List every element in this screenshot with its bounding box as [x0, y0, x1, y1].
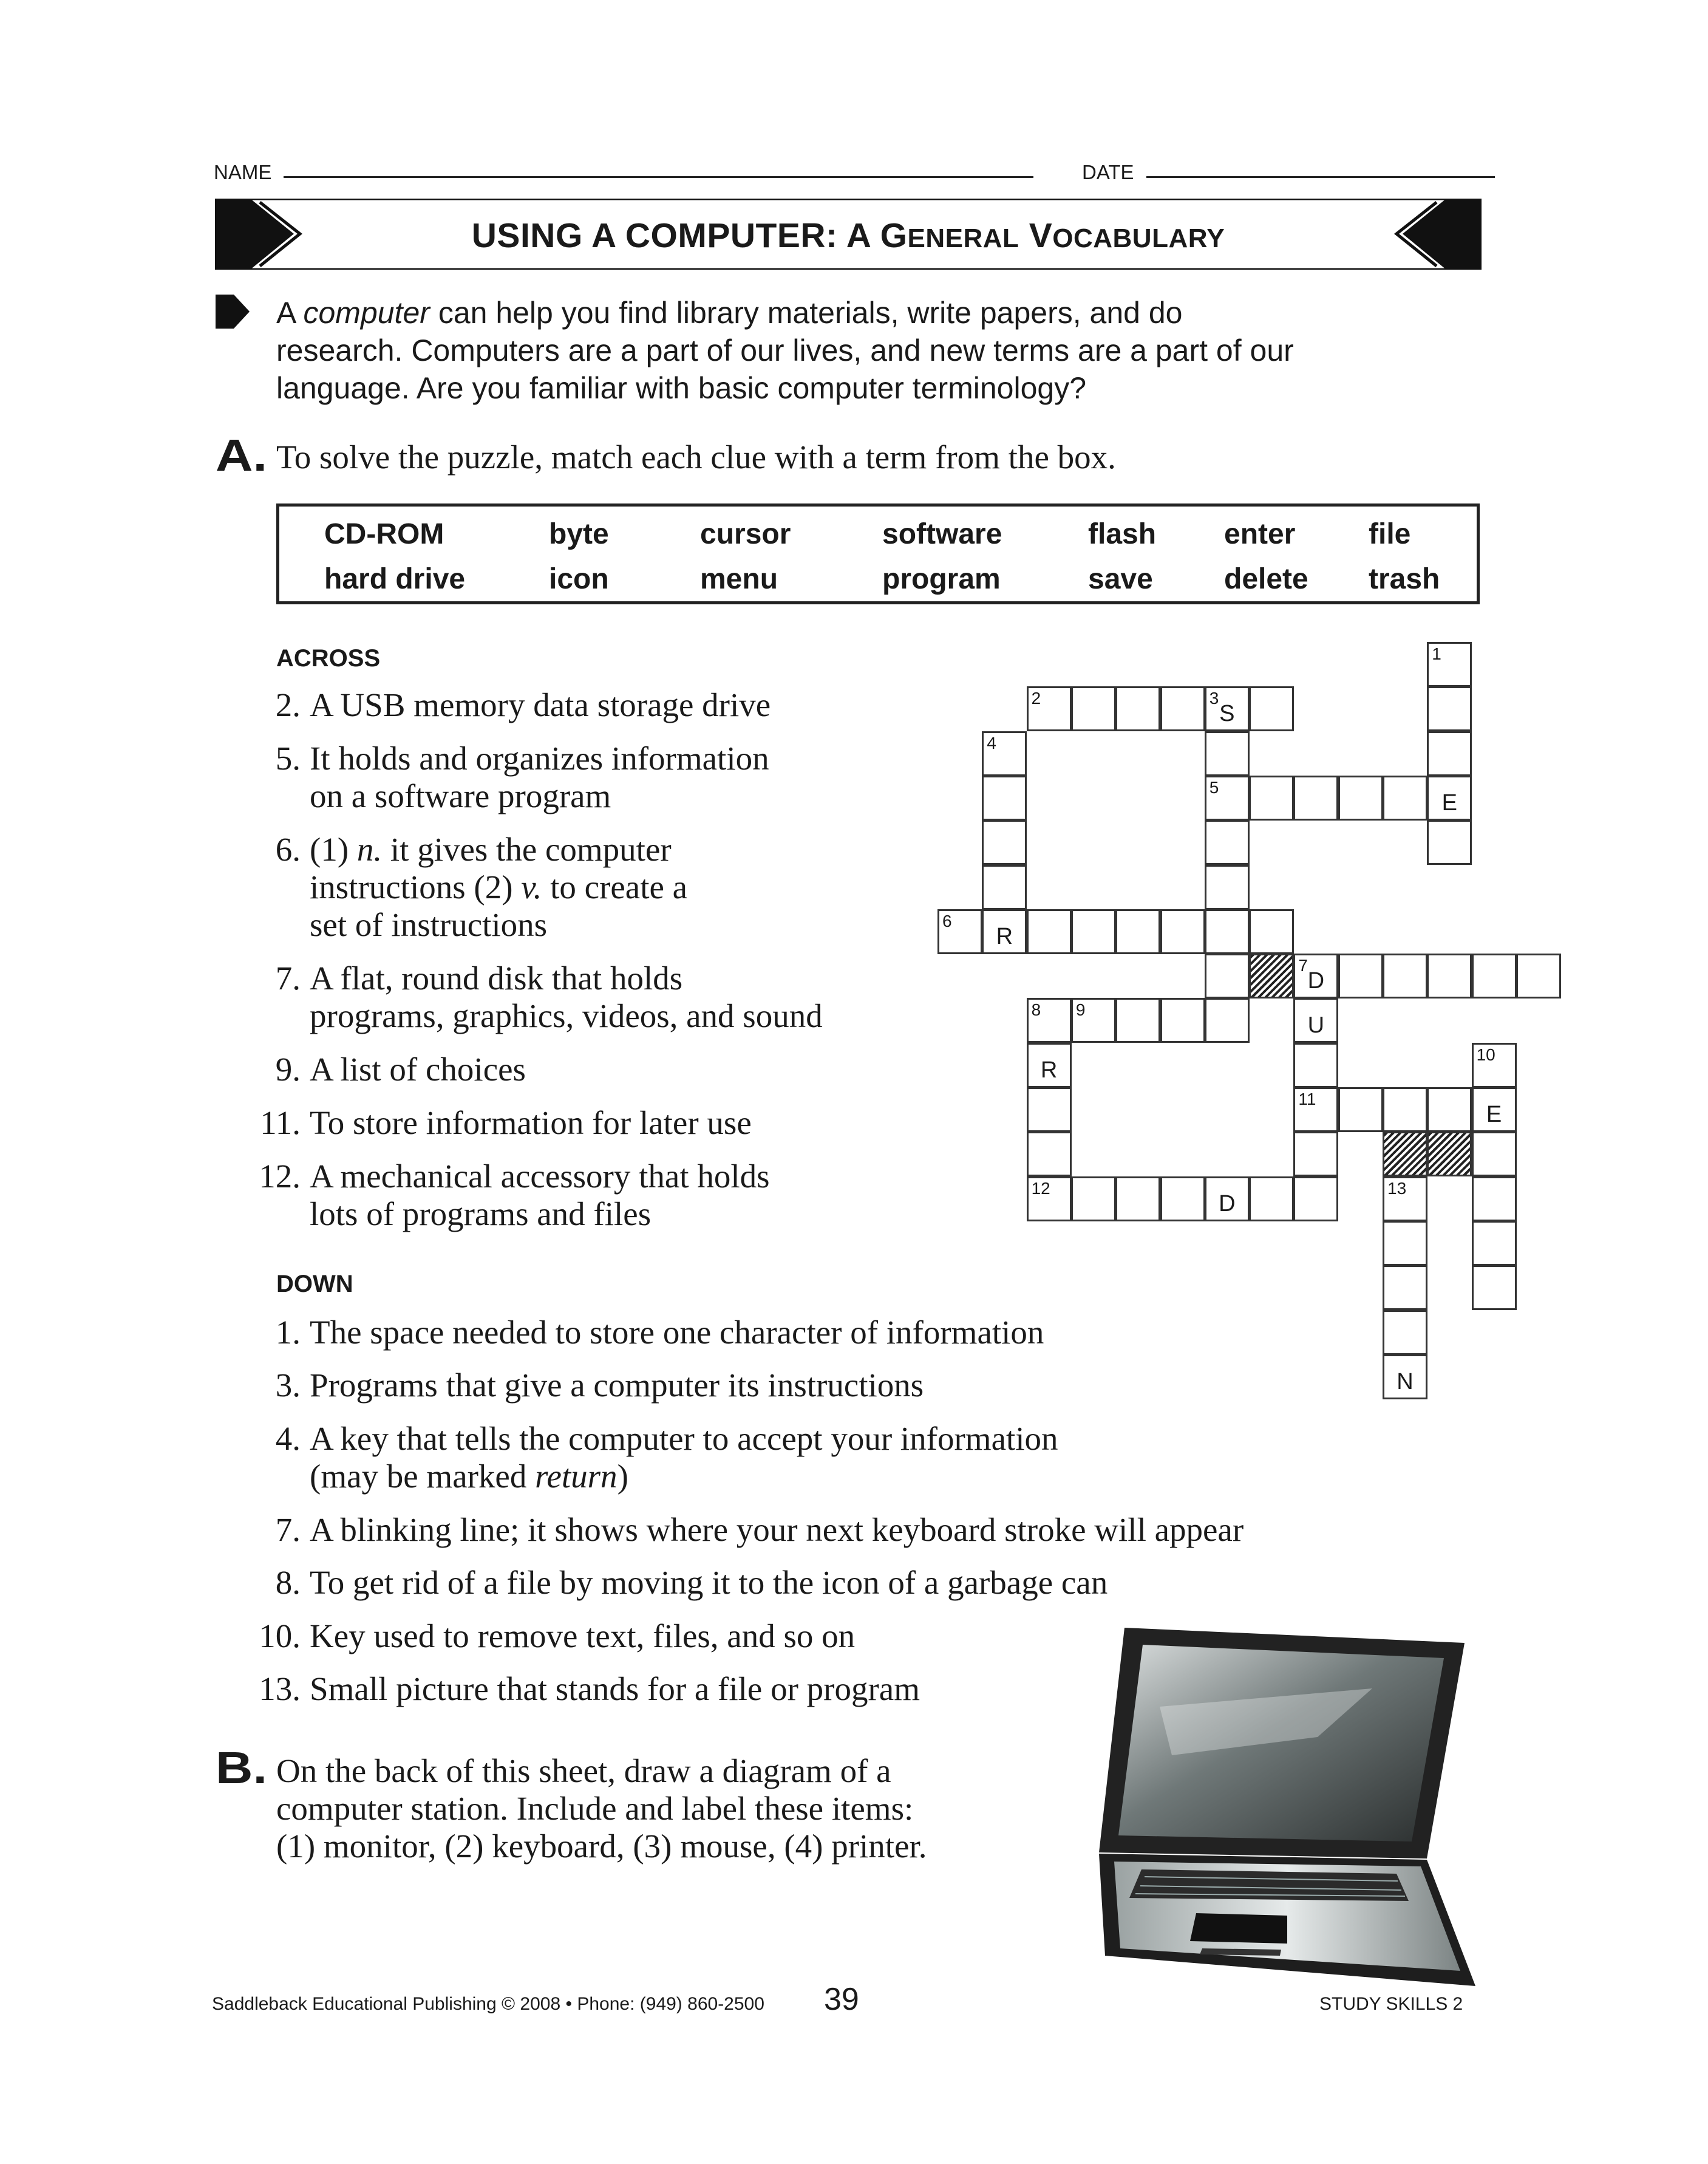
intro-paragraph: A computer can help you find library materials, write papers, and do research. Computers are a part of our lives, and new terms are a part of our language. Are you familiar with basic computer terminology?	[276, 296, 1294, 405]
name-label: NAME	[214, 161, 272, 183]
crossword-cell[interactable]	[1383, 954, 1427, 998]
crossword-cell[interactable]	[1205, 909, 1250, 954]
page-title: USING A COMPUTER: A GENERAL VOCABULARY	[471, 216, 1225, 255]
word-item: cursor	[700, 518, 791, 550]
cell-letter: E	[1486, 1102, 1502, 1127]
shaded-cell	[1427, 1131, 1472, 1176]
word-box	[276, 503, 1480, 604]
crossword-cell[interactable]	[1027, 1131, 1072, 1176]
crossword-cell[interactable]	[1293, 1131, 1338, 1176]
crossword-cell[interactable]	[1383, 1221, 1427, 1266]
crossword-cell[interactable]	[1293, 954, 1338, 998]
crossword-cell[interactable]	[1427, 731, 1472, 776]
cell-letter: U	[1307, 1012, 1325, 1039]
crossword-cell[interactable]	[1115, 909, 1160, 954]
crossword-cell[interactable]	[1205, 865, 1250, 910]
crossword-cell[interactable]	[1383, 776, 1427, 821]
crossword-cell[interactable]	[1427, 776, 1472, 821]
crossword-cell[interactable]	[1071, 909, 1116, 954]
crossword-cell[interactable]	[1205, 820, 1250, 865]
crossword-cell[interactable]	[1249, 1176, 1294, 1221]
across-heading: ACROSS	[276, 645, 381, 672]
crossword-cell[interactable]	[1071, 686, 1116, 731]
date-label: DATE	[1082, 161, 1134, 183]
crossword-cell[interactable]	[1293, 1043, 1338, 1088]
crossword-cell[interactable]	[1472, 954, 1517, 998]
crossword-cell[interactable]	[1427, 1087, 1472, 1132]
word-item: program	[882, 563, 1001, 595]
crossword-cell[interactable]	[1383, 1265, 1427, 1310]
cell-number: 1	[1432, 644, 1441, 663]
down-heading: DOWN	[276, 1271, 353, 1297]
page-number: 39	[824, 1982, 859, 2017]
crossword-cell[interactable]	[1383, 1310, 1427, 1355]
section-b-letter: B.	[216, 1742, 268, 1793]
crossword-cell[interactable]	[1427, 820, 1472, 865]
cell-number: 3	[1209, 689, 1219, 708]
crossword-cell[interactable]	[1027, 1176, 1072, 1221]
crossword-cell[interactable]	[1160, 998, 1205, 1043]
clue-6-line-1: (1) n. it gives the computer	[310, 831, 672, 868]
crossword-cell[interactable]	[1338, 1087, 1383, 1132]
crossword-cell[interactable]	[1160, 686, 1205, 731]
crossword-cell[interactable]	[1338, 776, 1383, 821]
cell-letter: D	[1219, 1190, 1236, 1217]
word-item: hard drive	[324, 563, 466, 595]
word-item: save	[1088, 563, 1153, 595]
crossword-cell[interactable]	[1472, 1131, 1517, 1176]
crossword-cell[interactable]	[1205, 1176, 1250, 1221]
crossword-cell[interactable]	[1293, 1087, 1338, 1132]
crossword-cell[interactable]	[1293, 998, 1338, 1043]
publisher-footer: Saddleback Educational Publishing © 2008 • Phone: (949) 860-2500	[212, 1994, 764, 2014]
crossword-cell[interactable]	[1205, 776, 1250, 821]
crossword-cell[interactable]	[1472, 1043, 1517, 1088]
crossword-cell[interactable]	[1383, 1354, 1427, 1399]
cell-letter: D	[1307, 968, 1325, 994]
crossword-cell[interactable]	[1071, 1176, 1116, 1221]
cell-number: 10	[1476, 1045, 1495, 1064]
cell-number: 13	[1387, 1178, 1407, 1198]
crossword-cell[interactable]	[1427, 686, 1472, 731]
word-item: CD-ROM	[324, 518, 444, 550]
cell-number: 8	[1031, 1000, 1041, 1020]
title-banner	[215, 199, 1482, 270]
crossword-cell[interactable]	[1027, 686, 1072, 731]
crossword-cell[interactable]	[1472, 1265, 1517, 1310]
crossword-cell[interactable]	[1249, 686, 1294, 731]
section-a-letter: A.	[216, 430, 268, 480]
laptop-illustration	[1087, 1616, 1482, 2004]
cell-letter: N	[1397, 1368, 1414, 1394]
crossword-cell[interactable]	[1427, 954, 1472, 998]
date-line[interactable]	[1146, 176, 1495, 178]
crossword-cell[interactable]	[1472, 1221, 1517, 1266]
crossword-cell[interactable]	[1249, 776, 1294, 821]
crossword-cell[interactable]	[1516, 954, 1561, 998]
shaded-cell	[1383, 1131, 1427, 1176]
crossword-cell[interactable]	[1427, 642, 1472, 687]
clue-6-line-2: instructions (2) v. to create a	[310, 869, 688, 906]
word-item: file	[1369, 518, 1411, 550]
cell-number: 6	[942, 911, 952, 930]
word-item: delete	[1224, 563, 1308, 595]
crossword-cell[interactable]	[1472, 1176, 1517, 1221]
name-line[interactable]	[284, 176, 1033, 178]
crossword-cell[interactable]	[982, 820, 1027, 865]
cell-letter: S	[1219, 701, 1235, 727]
crossword-cell[interactable]	[1205, 954, 1250, 998]
crossword-cell[interactable]	[1293, 1176, 1338, 1221]
crossword-cell[interactable]	[1205, 731, 1250, 776]
cell-number: 11	[1298, 1090, 1316, 1108]
section-a-instruction: To solve the puzzle, match each clue with a term from the box.	[276, 439, 1116, 476]
cell-number: 5	[1209, 777, 1219, 797]
crossword-cell[interactable]	[1293, 776, 1338, 821]
crossword-cell[interactable]	[1160, 909, 1205, 954]
word-item: byte	[549, 518, 609, 550]
word-item: software	[882, 518, 1002, 550]
crossword-cell[interactable]	[1383, 1176, 1427, 1221]
crossword-cell[interactable]	[982, 776, 1027, 821]
crossword-cell[interactable]	[1027, 1043, 1072, 1088]
crossword-cell[interactable]	[1205, 686, 1250, 731]
crossword-cell[interactable]	[1115, 1176, 1160, 1221]
crossword-cell[interactable]	[1249, 909, 1294, 954]
word-item: icon	[549, 563, 609, 595]
cell-number: 12	[1031, 1178, 1050, 1198]
crossword-cell[interactable]	[1472, 1087, 1517, 1132]
cell-letter: E	[1441, 790, 1457, 816]
cell-number: 2	[1031, 689, 1041, 708]
crossword-cell[interactable]	[1205, 998, 1250, 1043]
cell-letter: R	[1040, 1057, 1058, 1083]
crossword-cell[interactable]	[982, 909, 1027, 954]
section-b-instruction: On the back of this sheet, draw a diagram of a computer station. Include and label these items: (1) monitor, (2) keyboard, (3) mouse, (4) printer.	[276, 1752, 927, 1865]
crossword-cell[interactable]	[1027, 909, 1072, 954]
word-item: flash	[1088, 518, 1157, 550]
cell-number: 7	[1298, 956, 1308, 975]
crossword-cell[interactable]	[1071, 998, 1116, 1043]
crossword-cell[interactable]	[937, 909, 982, 954]
crossword-cell[interactable]	[1338, 954, 1383, 998]
crossword-cell[interactable]	[1027, 1087, 1072, 1132]
cell-number: 4	[987, 733, 996, 753]
crossword-cell[interactable]	[1160, 1176, 1205, 1221]
word-item: trash	[1369, 563, 1440, 595]
word-item: enter	[1224, 518, 1296, 550]
word-item: menu	[700, 563, 778, 595]
crossword-cell[interactable]	[982, 731, 1027, 776]
shaded-cell	[1249, 954, 1294, 998]
cell-letter: R	[996, 923, 1013, 949]
crossword-cell[interactable]	[1027, 998, 1072, 1043]
crossword-cell[interactable]	[1383, 1087, 1427, 1132]
series-label: STUDY SKILLS 2	[1319, 1994, 1463, 2014]
crossword-cell[interactable]	[1115, 998, 1160, 1043]
clue-4-line-2: (may be marked return)	[310, 1458, 628, 1495]
cell-number: 9	[1075, 1000, 1086, 1020]
crossword-cell[interactable]	[1115, 686, 1160, 731]
crossword-cell[interactable]	[982, 865, 1027, 910]
pointer-arrow-icon	[216, 295, 250, 329]
